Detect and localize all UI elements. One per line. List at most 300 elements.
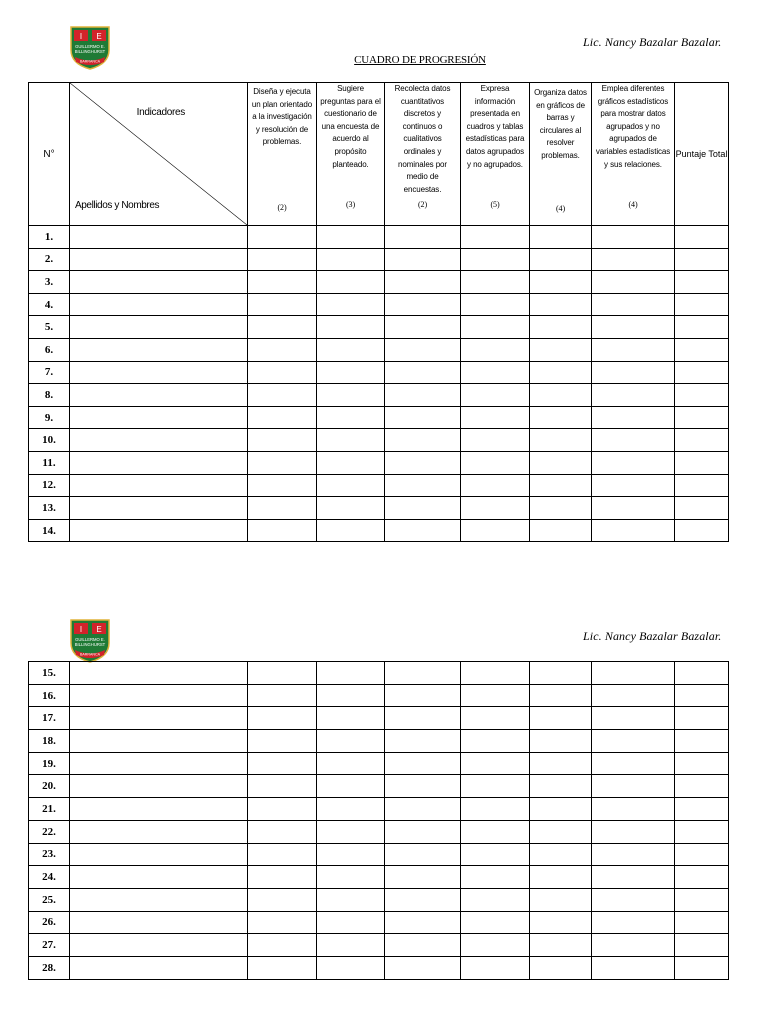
indicator-6-cell[interactable] xyxy=(592,519,675,542)
indicator-3-cell[interactable] xyxy=(385,752,461,775)
indicator-1-cell[interactable] xyxy=(248,497,317,520)
indicator-6-cell[interactable] xyxy=(592,406,675,429)
student-name-cell[interactable] xyxy=(70,798,248,821)
indicator-3-cell[interactable] xyxy=(385,707,461,730)
total-score-cell[interactable] xyxy=(675,888,729,911)
indicator-6-points: (4) xyxy=(628,200,638,209)
indicator-6-cell[interactable] xyxy=(592,497,675,520)
indicator-1-cell[interactable] xyxy=(248,293,317,316)
apellidos-nombres-label: Apellidos y Nombres xyxy=(75,200,160,211)
indicator-6-cell[interactable] xyxy=(592,843,675,866)
total-score-cell[interactable] xyxy=(675,271,729,294)
table-row xyxy=(29,361,729,384)
total-score-cell[interactable] xyxy=(675,429,729,452)
student-rows-page2 xyxy=(29,662,729,980)
indicator-3-cell[interactable] xyxy=(385,866,461,889)
student-name-cell[interactable] xyxy=(70,662,248,685)
indicator-4-cell[interactable] xyxy=(461,293,530,316)
indicator-3-cell[interactable] xyxy=(385,384,461,407)
indicator-2-cell[interactable] xyxy=(317,316,385,339)
table-row xyxy=(29,956,729,979)
row-number: 3. xyxy=(29,271,70,294)
progress-table-page1 xyxy=(28,82,729,542)
indicator-4-cell[interactable] xyxy=(461,451,530,474)
indicator-4-cell[interactable] xyxy=(461,474,530,497)
indicator-4-cell[interactable] xyxy=(461,361,530,384)
indicator-2-cell[interactable] xyxy=(317,843,385,866)
student-name-cell[interactable] xyxy=(70,429,248,452)
indicator-3-cell[interactable] xyxy=(385,519,461,542)
indicator-3-cell[interactable] xyxy=(385,820,461,843)
indicator-6-cell[interactable] xyxy=(592,934,675,957)
row-number: 11. xyxy=(29,451,70,474)
indicator-3-cell[interactable] xyxy=(385,316,461,339)
indicator-1-cell[interactable] xyxy=(248,429,317,452)
student-name-cell[interactable] xyxy=(70,474,248,497)
indicator-3-cell[interactable] xyxy=(385,911,461,934)
indicator-3-cell[interactable] xyxy=(385,775,461,798)
total-score-cell[interactable] xyxy=(675,911,729,934)
indicator-1-cell[interactable] xyxy=(248,775,317,798)
indicator-1-cell[interactable] xyxy=(248,684,317,707)
indicator-1-cell[interactable] xyxy=(248,866,317,889)
indicator-5-cell[interactable] xyxy=(530,293,592,316)
indicator-3-points: (2) xyxy=(417,200,428,209)
total-score-cell[interactable] xyxy=(675,384,729,407)
indicator-2-cell[interactable] xyxy=(317,730,385,753)
student-name-cell[interactable] xyxy=(70,361,248,384)
indicator-5-cell[interactable] xyxy=(530,730,592,753)
indicator-6-cell[interactable] xyxy=(592,684,675,707)
table-row xyxy=(29,707,729,730)
student-name-cell[interactable] xyxy=(70,934,248,957)
indicator-2-cell[interactable] xyxy=(317,820,385,843)
table-row xyxy=(29,519,729,542)
student-name-cell[interactable] xyxy=(70,384,248,407)
row-number: 14. xyxy=(29,519,70,542)
indicator-header-4 xyxy=(461,83,530,226)
indicator-6-cell[interactable] xyxy=(592,798,675,821)
indicator-5-cell[interactable] xyxy=(530,361,592,384)
indicator-1-cell[interactable] xyxy=(248,271,317,294)
indicator-3-cell[interactable] xyxy=(385,451,461,474)
indicator-5-cell[interactable] xyxy=(530,798,592,821)
row-number: 23. xyxy=(29,843,70,866)
indicator-2-cell[interactable] xyxy=(317,798,385,821)
logo-name-line1: GUILLERMO E. xyxy=(75,637,105,642)
indicator-1-cell[interactable] xyxy=(248,406,317,429)
indicator-1-cell[interactable] xyxy=(248,361,317,384)
student-name-cell[interactable] xyxy=(70,684,248,707)
indicator-4-cell[interactable] xyxy=(461,338,530,361)
indicator-1-cell[interactable] xyxy=(248,888,317,911)
student-name-cell[interactable] xyxy=(70,752,248,775)
student-name-cell[interactable] xyxy=(70,519,248,542)
indicator-5-cell[interactable] xyxy=(530,707,592,730)
indicator-4-cell[interactable] xyxy=(461,662,530,685)
row-number: 5. xyxy=(29,316,70,339)
total-score-cell[interactable] xyxy=(675,519,729,542)
indicator-4-cell[interactable] xyxy=(461,888,530,911)
indicator-5-cell[interactable] xyxy=(530,451,592,474)
indicator-4-cell[interactable] xyxy=(461,866,530,889)
table-row xyxy=(29,293,729,316)
table-row xyxy=(29,451,729,474)
indicator-4-cell[interactable] xyxy=(461,934,530,957)
indicator-1-cell[interactable] xyxy=(248,730,317,753)
indicator-4-cell[interactable] xyxy=(461,775,530,798)
table-row xyxy=(29,866,729,889)
indicator-5-cell[interactable] xyxy=(530,662,592,685)
total-score-cell[interactable] xyxy=(675,820,729,843)
student-rows-page1 xyxy=(29,226,729,542)
indicator-3-cell[interactable] xyxy=(385,497,461,520)
indicator-6-cell[interactable] xyxy=(592,820,675,843)
indicator-5-cell[interactable] xyxy=(530,316,592,339)
indicator-5-cell[interactable] xyxy=(530,429,592,452)
indicator-5-cell[interactable] xyxy=(530,384,592,407)
indicator-1-cell[interactable] xyxy=(248,226,317,249)
indicator-1-cell[interactable] xyxy=(248,248,317,271)
indicator-3-cell[interactable] xyxy=(385,798,461,821)
indicator-5-cell[interactable] xyxy=(530,775,592,798)
progress-table-page2 xyxy=(28,661,729,980)
indicator-4-text: Expresa información presentada en cuadros y tablas estadísticas para datos agrupados y no agrupados. xyxy=(465,84,525,169)
indicator-3-cell[interactable] xyxy=(385,293,461,316)
table-row xyxy=(29,384,729,407)
student-name-cell[interactable] xyxy=(70,406,248,429)
indicator-3-cell[interactable] xyxy=(385,406,461,429)
row-number: 26. xyxy=(29,911,70,934)
row-number: 25. xyxy=(29,888,70,911)
table-row xyxy=(29,248,729,271)
indicator-3-cell[interactable] xyxy=(385,662,461,685)
student-name-cell[interactable] xyxy=(70,707,248,730)
indicator-1-cell[interactable] xyxy=(248,798,317,821)
row-number: 24. xyxy=(29,866,70,889)
total-score-cell[interactable] xyxy=(675,474,729,497)
student-name-cell[interactable] xyxy=(70,497,248,520)
indicator-3-cell[interactable] xyxy=(385,730,461,753)
total-score-cell[interactable] xyxy=(675,684,729,707)
indicator-2-cell[interactable] xyxy=(317,338,385,361)
indicator-1-cell[interactable] xyxy=(248,843,317,866)
total-score-cell[interactable] xyxy=(675,752,729,775)
logo-initial-right: E xyxy=(96,32,102,41)
row-number: 6. xyxy=(29,338,70,361)
indicator-3-text: Recolecta datos cuantitativos discretos y continuos o cualitativos ordinales y nominales por medio de encuestas. xyxy=(394,84,451,194)
indicator-1-cell[interactable] xyxy=(248,820,317,843)
indicator-5-cell[interactable] xyxy=(530,338,592,361)
indicator-4-cell[interactable] xyxy=(461,271,530,294)
total-score-cell[interactable] xyxy=(675,338,729,361)
indicator-1-cell[interactable] xyxy=(248,519,317,542)
indicator-6-cell[interactable] xyxy=(592,888,675,911)
total-score-cell[interactable] xyxy=(675,662,729,685)
indicator-5-cell[interactable] xyxy=(530,248,592,271)
indicator-2-cell[interactable] xyxy=(317,934,385,957)
total-score-cell[interactable] xyxy=(675,730,729,753)
indicator-1-cell[interactable] xyxy=(248,956,317,979)
indicator-4-cell[interactable] xyxy=(461,384,530,407)
student-name-cell[interactable] xyxy=(70,888,248,911)
indicator-4-points: (5) xyxy=(490,200,500,209)
indicator-1-cell[interactable] xyxy=(248,934,317,957)
row-number: 8. xyxy=(29,384,70,407)
indicator-6-cell[interactable] xyxy=(592,248,675,271)
indicator-1-cell[interactable] xyxy=(248,752,317,775)
indicator-2-cell[interactable] xyxy=(317,248,385,271)
indicator-5-cell[interactable] xyxy=(530,406,592,429)
indicator-6-cell[interactable] xyxy=(592,775,675,798)
indicator-2-cell[interactable] xyxy=(317,474,385,497)
indicadores-label: Indicadores xyxy=(136,107,185,118)
total-score-cell[interactable] xyxy=(675,798,729,821)
total-score-cell[interactable] xyxy=(675,956,729,979)
indicator-3-cell[interactable] xyxy=(385,843,461,866)
indicator-6-cell[interactable] xyxy=(592,474,675,497)
indicator-3-cell[interactable] xyxy=(385,934,461,957)
indicator-3-cell[interactable] xyxy=(385,226,461,249)
row-number: 4. xyxy=(29,293,70,316)
table-header-row xyxy=(29,83,729,226)
student-name-cell[interactable] xyxy=(70,338,248,361)
indicator-1-text: Diseña y ejecuta un plan orientado a la investigación y resolución de problemas. xyxy=(251,87,313,147)
total-score-cell[interactable] xyxy=(675,406,729,429)
indicator-6-cell[interactable] xyxy=(592,384,675,407)
indicator-2-cell[interactable] xyxy=(317,361,385,384)
table-row xyxy=(29,820,729,843)
student-name-cell[interactable] xyxy=(70,956,248,979)
indicator-2-cell[interactable] xyxy=(317,888,385,911)
indicator-2-cell[interactable] xyxy=(317,271,385,294)
indicator-3-cell[interactable] xyxy=(385,684,461,707)
indicator-3-cell[interactable] xyxy=(385,888,461,911)
indicator-header-2 xyxy=(317,83,385,226)
author-name-page2: Lic. Nancy Bazalar Bazalar. xyxy=(583,629,722,643)
logo-place: BARRANCA xyxy=(80,59,100,64)
total-score-cell[interactable] xyxy=(675,316,729,339)
row-number: 10. xyxy=(29,429,70,452)
indicator-5-cell[interactable] xyxy=(530,866,592,889)
indicator-4-cell[interactable] xyxy=(461,707,530,730)
indicator-3-cell[interactable] xyxy=(385,474,461,497)
indicator-6-cell[interactable] xyxy=(592,662,675,685)
indicator-1-cell[interactable] xyxy=(248,474,317,497)
indicator-6-cell[interactable] xyxy=(592,730,675,753)
indicator-2-cell[interactable] xyxy=(317,429,385,452)
indicator-4-cell[interactable] xyxy=(461,406,530,429)
indicator-2-cell[interactable] xyxy=(317,451,385,474)
table-row xyxy=(29,843,729,866)
indicator-4-cell[interactable] xyxy=(461,316,530,339)
table-row xyxy=(29,497,729,520)
indicator-5-cell[interactable] xyxy=(530,820,592,843)
row-number: 15. xyxy=(29,662,70,685)
indicator-4-cell[interactable] xyxy=(461,248,530,271)
indicator-1-cell[interactable] xyxy=(248,316,317,339)
indicator-3-cell[interactable] xyxy=(385,361,461,384)
indicator-5-cell[interactable] xyxy=(530,497,592,520)
indicator-6-cell[interactable] xyxy=(592,956,675,979)
row-number: 13. xyxy=(29,497,70,520)
indicator-5-cell[interactable] xyxy=(530,911,592,934)
indicator-4-cell[interactable] xyxy=(461,429,530,452)
row-number: 27. xyxy=(29,934,70,957)
indicator-header-1 xyxy=(248,83,317,226)
student-name-cell[interactable] xyxy=(70,820,248,843)
indicator-4-cell[interactable] xyxy=(461,497,530,520)
student-name-cell[interactable] xyxy=(70,226,248,249)
table-row xyxy=(29,316,729,339)
indicator-2-cell[interactable] xyxy=(317,406,385,429)
table-row xyxy=(29,798,729,821)
row-number: 28. xyxy=(29,956,70,979)
indicator-4-cell[interactable] xyxy=(461,752,530,775)
table-row xyxy=(29,271,729,294)
indicator-6-cell[interactable] xyxy=(592,451,675,474)
student-name-cell[interactable] xyxy=(70,248,248,271)
indicator-5-cell[interactable] xyxy=(530,888,592,911)
indicator-6-cell[interactable] xyxy=(592,271,675,294)
total-score-cell[interactable] xyxy=(675,361,729,384)
indicator-5-cell[interactable] xyxy=(530,474,592,497)
indicator-4-cell[interactable] xyxy=(461,519,530,542)
indicator-1-points: (2) xyxy=(277,203,287,212)
row-number: 2. xyxy=(29,248,70,271)
logo-place: BARRANCA xyxy=(80,652,100,657)
indicator-5-points: (4) xyxy=(555,204,566,213)
indicator-3-cell[interactable] xyxy=(385,338,461,361)
indicator-2-points: (3) xyxy=(345,200,356,209)
total-score-cell[interactable] xyxy=(675,497,729,520)
indicator-5-cell[interactable] xyxy=(530,934,592,957)
indicator-4-cell[interactable] xyxy=(461,798,530,821)
indicator-2-cell[interactable] xyxy=(317,911,385,934)
indicator-2-cell[interactable] xyxy=(317,684,385,707)
indicator-2-cell[interactable] xyxy=(317,866,385,889)
total-score-cell[interactable] xyxy=(675,934,729,957)
indicators-names-header xyxy=(70,83,248,226)
indicator-6-cell[interactable] xyxy=(592,226,675,249)
student-name-cell[interactable] xyxy=(70,866,248,889)
indicator-4-cell[interactable] xyxy=(461,956,530,979)
indicator-2-cell[interactable] xyxy=(317,519,385,542)
indicator-2-cell[interactable] xyxy=(317,226,385,249)
indicator-3-cell[interactable] xyxy=(385,271,461,294)
indicator-1-cell[interactable] xyxy=(248,911,317,934)
indicator-1-cell[interactable] xyxy=(248,338,317,361)
table-row xyxy=(29,934,729,957)
logo-name-line1: GUILLERMO E. xyxy=(75,44,105,49)
school-crest-icon xyxy=(67,617,113,663)
indicator-3-cell[interactable] xyxy=(385,248,461,271)
logo-initial-left: I xyxy=(79,625,83,634)
indicator-6-cell[interactable] xyxy=(592,293,675,316)
total-score-cell[interactable] xyxy=(675,707,729,730)
table-row xyxy=(29,429,729,452)
student-name-cell[interactable] xyxy=(70,911,248,934)
indicator-2-cell[interactable] xyxy=(317,956,385,979)
indicator-5-text: Organiza datos en gráficos de barras y circulares al resolver problemas. xyxy=(534,88,587,160)
indicator-2-cell[interactable] xyxy=(317,293,385,316)
total-score-cell[interactable] xyxy=(675,293,729,316)
indicator-header-6 xyxy=(592,83,675,226)
indicator-2-cell[interactable] xyxy=(317,662,385,685)
student-name-cell[interactable] xyxy=(70,316,248,339)
indicator-header-3 xyxy=(385,83,461,226)
indicator-1-cell[interactable] xyxy=(248,707,317,730)
indicator-3-cell[interactable] xyxy=(385,429,461,452)
student-name-cell[interactable] xyxy=(70,451,248,474)
indicator-5-cell[interactable] xyxy=(530,956,592,979)
indicator-6-cell[interactable] xyxy=(592,911,675,934)
indicator-2-cell[interactable] xyxy=(317,497,385,520)
table-row xyxy=(29,684,729,707)
indicator-6-cell[interactable] xyxy=(592,429,675,452)
table-row xyxy=(29,474,729,497)
indicator-1-cell[interactable] xyxy=(248,384,317,407)
total-score-cell[interactable] xyxy=(675,775,729,798)
indicator-2-cell[interactable] xyxy=(317,775,385,798)
student-name-cell[interactable] xyxy=(70,730,248,753)
row-number: 21. xyxy=(29,798,70,821)
indicator-3-cell[interactable] xyxy=(385,956,461,979)
indicator-5-cell[interactable] xyxy=(530,752,592,775)
indicator-5-cell[interactable] xyxy=(530,226,592,249)
total-score-cell[interactable] xyxy=(675,248,729,271)
student-name-cell[interactable] xyxy=(70,843,248,866)
author-name: Lic. Nancy Bazalar Bazalar. xyxy=(583,35,722,49)
indicator-2-cell[interactable] xyxy=(317,752,385,775)
row-number: 7. xyxy=(29,361,70,384)
indicator-2-cell[interactable] xyxy=(317,384,385,407)
student-name-cell[interactable] xyxy=(70,293,248,316)
total-score-cell[interactable] xyxy=(675,451,729,474)
student-name-cell[interactable] xyxy=(70,775,248,798)
indicator-6-cell[interactable] xyxy=(592,752,675,775)
indicator-5-cell[interactable] xyxy=(530,843,592,866)
row-number: 9. xyxy=(29,406,70,429)
indicator-1-cell[interactable] xyxy=(248,662,317,685)
indicator-4-cell[interactable] xyxy=(461,730,530,753)
logo-initial-right: E xyxy=(96,625,102,634)
indicator-6-cell[interactable] xyxy=(592,338,675,361)
logo-name-line2: BILLINGHURST xyxy=(74,49,106,54)
indicator-6-text: Emplea diferentes gráficos estadísticos para mostrar datos agrupados y no agrupados de variables estadísticas y sus relaciones. xyxy=(595,84,671,169)
indicator-4-cell[interactable] xyxy=(461,684,530,707)
total-score-cell[interactable] xyxy=(675,866,729,889)
indicator-6-cell[interactable] xyxy=(592,866,675,889)
indicator-2-cell[interactable] xyxy=(317,707,385,730)
indicator-4-cell[interactable] xyxy=(461,843,530,866)
total-score-cell[interactable] xyxy=(675,226,729,249)
indicator-6-cell[interactable] xyxy=(592,707,675,730)
total-score-cell[interactable] xyxy=(675,843,729,866)
indicator-6-cell[interactable] xyxy=(592,316,675,339)
indicator-6-cell[interactable] xyxy=(592,361,675,384)
indicator-4-cell[interactable] xyxy=(461,911,530,934)
indicator-4-cell[interactable] xyxy=(461,226,530,249)
table-row xyxy=(29,338,729,361)
indicator-4-cell[interactable] xyxy=(461,820,530,843)
indicator-5-cell[interactable] xyxy=(530,684,592,707)
indicator-1-cell[interactable] xyxy=(248,451,317,474)
number-column-header: N° xyxy=(29,83,70,226)
indicator-5-cell[interactable] xyxy=(530,519,592,542)
indicator-5-cell[interactable] xyxy=(530,271,592,294)
student-name-cell[interactable] xyxy=(70,271,248,294)
